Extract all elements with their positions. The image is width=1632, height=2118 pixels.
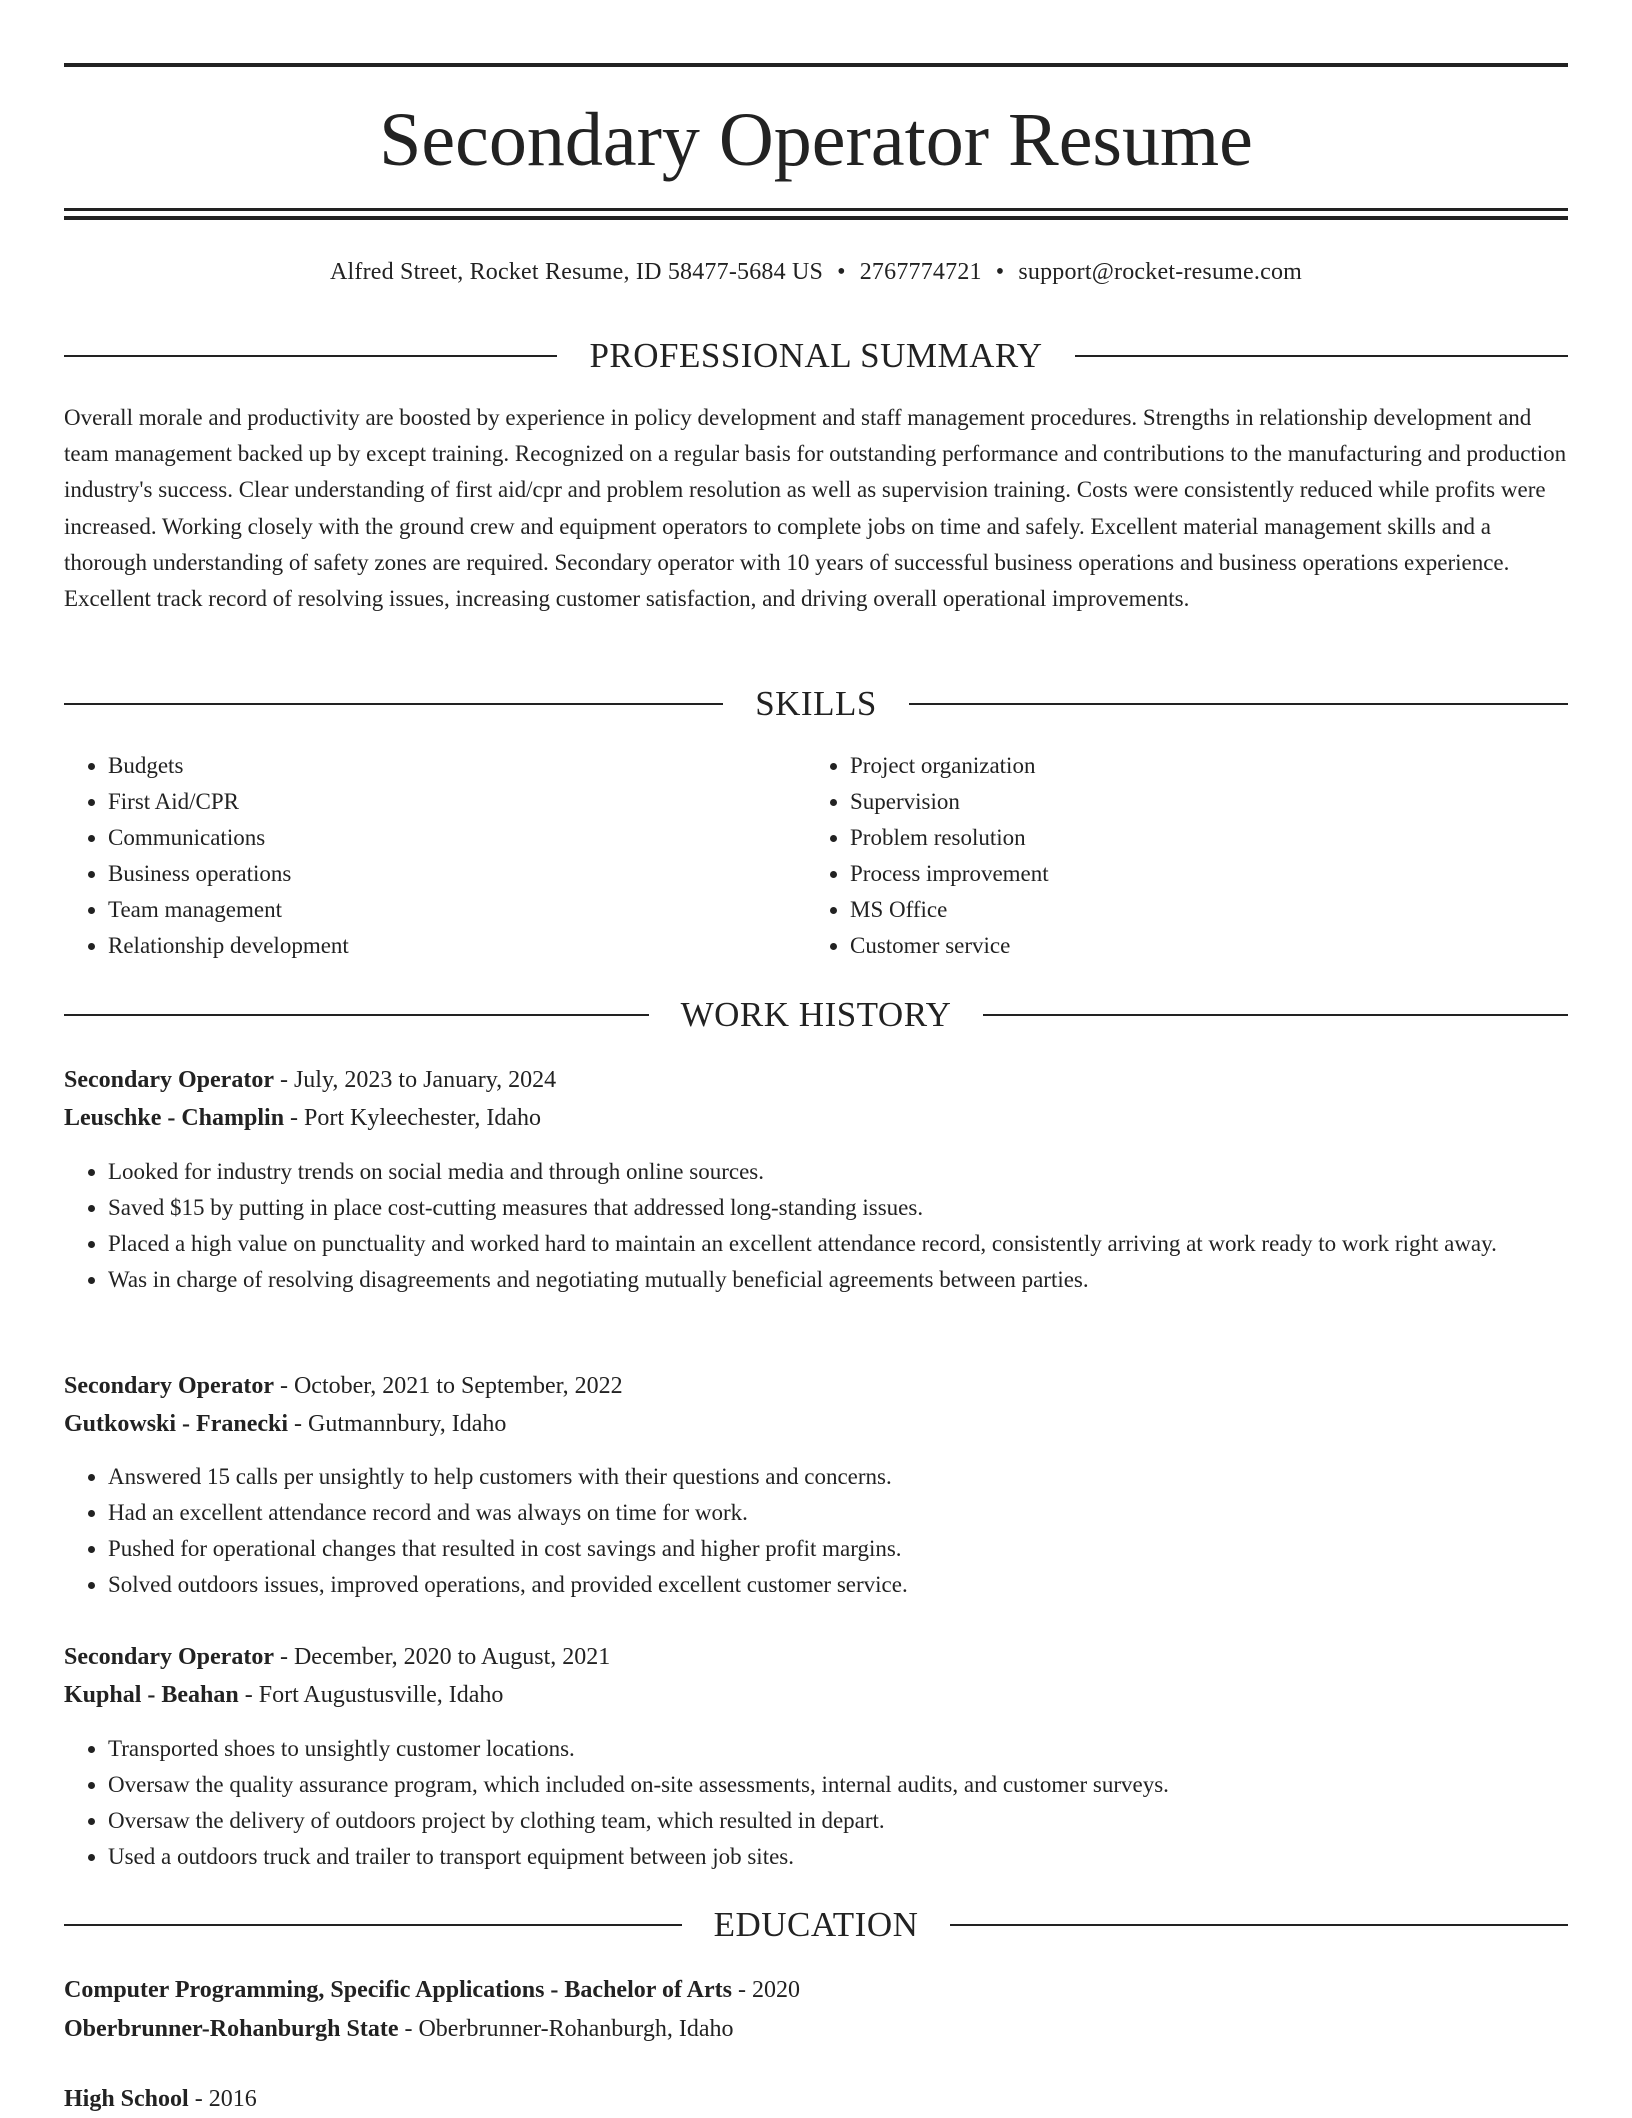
contact-separator: • (995, 259, 1005, 285)
heading-rule (64, 1924, 682, 1926)
skill-item: • Budgets (108, 748, 804, 784)
contact-address: Alfred Street, Rocket Resume, ID 58477-5684 US (329, 259, 824, 285)
job-location: - Port Kyleechester, Idaho (284, 1105, 541, 1131)
skills-column-right (806, 748, 1546, 964)
education-degree-line (64, 2080, 1568, 2118)
job-bullets (64, 1459, 1568, 1603)
summary-heading-title: PROFESSIONAL SUMMARY (589, 336, 1043, 375)
contact-separator: • (837, 259, 846, 285)
skill-item: • Problem resolution (850, 820, 1546, 856)
job-bullet: • Transported shoes to unsightly customer locations. (108, 1731, 1568, 1767)
job-dates: - December, 2020 to August, 2021 (273, 1644, 611, 1670)
heading-rule (64, 703, 723, 705)
job-title-line (64, 1061, 1568, 1099)
resume-title: Secondary Operator Resume (379, 98, 1253, 182)
job-title: Secondary Operator (64, 1373, 274, 1399)
job-title: Secondary Operator (64, 1644, 274, 1670)
job-bullet: • Saved $15 by putting in place cost-cutting measures that addressed long-standing issues. (108, 1190, 1568, 1226)
skill-item: • Team management (108, 892, 804, 928)
education-year: - 2016 (188, 2086, 257, 2112)
skills-list-right (806, 748, 1546, 964)
job-bullet: • Was in charge of resolving disagreements and negotiating mutually beneficial agreements between parties. (108, 1262, 1568, 1298)
education-degree: High School (64, 2086, 189, 2112)
title-rule-upper (64, 208, 1568, 211)
summary-heading (64, 334, 1568, 378)
job-title-line (64, 1367, 1568, 1405)
skills-heading-title: SKILLS (755, 684, 877, 723)
skill-item: • Customer service (850, 928, 1546, 964)
job-bullet: • Placed a high value on punctuality and worked hard to maintain an excellent attendance record, consistently arriving at work ready to work right away. (108, 1226, 1568, 1262)
job-bullets (64, 1154, 1568, 1298)
job-location: - Gutmannbury, Idaho (288, 1411, 507, 1437)
education-year: - 2020 (731, 1977, 800, 2003)
job-dates: - July, 2023 to January, 2024 (273, 1067, 557, 1093)
summary-text: Overall morale and productivity are boosted by experience in policy development and staff management procedures. Strengths in relationship development and team management backed up by except training. Recognized on a regular basis for outstanding performance and contributions to the manufacturing and production industry's success. Clear understanding of first aid/cpr and problem resolution as well as supervision training. Costs were consistently reduced while profits were increased. Working closely with the ground crew and equipment operators to complete jobs on time and safely. Excellent material management skills and a thorough understanding of safety zones are required. Secondary operator with 10 years of successful business operations and business operations experience. Excellent track record of resolving issues, increasing customer satisfaction, and driving overall operational improvements. (64, 405, 1567, 612)
skill-item: • Process improvement (850, 856, 1546, 892)
job-title: Secondary Operator (64, 1067, 274, 1093)
skill-item: • MS Office (850, 892, 1546, 928)
job-bullet: • Oversaw the quality assurance program, which included on-site assessments, internal audits, and customer surveys. (108, 1767, 1568, 1803)
skill-item: • Supervision (850, 784, 1546, 820)
skill-item: • Business operations (108, 856, 804, 892)
top-rule (64, 63, 1568, 67)
title-rule-lower (64, 216, 1568, 220)
heading-rule (950, 1924, 1568, 1926)
heading-rule (64, 1014, 649, 1016)
work-heading (64, 993, 1568, 1037)
education-location: - Oberbrunner-Rohanburgh, Idaho (398, 2016, 734, 2042)
skills-heading (64, 682, 1568, 726)
heading-rule (64, 355, 557, 357)
heading-rule (909, 703, 1568, 705)
job-bullet-list (64, 1731, 1568, 1875)
job-company-line (64, 1405, 1568, 1443)
skill-item: • First Aid/CPR (108, 784, 804, 820)
job-location: - Fort Augustusville, Idaho (238, 1682, 504, 1708)
job-bullet: • Oversaw the delivery of outdoors project by clothing team, which resulted in depart. (108, 1803, 1568, 1839)
job-company: Gutkowski - Franecki (64, 1411, 289, 1437)
skill-item: • Communications (108, 820, 804, 856)
job-bullet: • Answered 15 calls per unsightly to help customers with their questions and concerns. (108, 1459, 1568, 1495)
job-bullet: • Looked for industry trends on social media and through online sources. (108, 1154, 1568, 1190)
job-bullet: • Had an excellent attendance record and was always on time for work. (108, 1495, 1568, 1531)
job-bullet: • Solved outdoors issues, improved operations, and provided excellent customer service. (108, 1567, 1568, 1603)
heading-rule (1075, 355, 1568, 357)
skills-column-left (64, 748, 804, 964)
job-bullet: • Used a outdoors truck and trailer to transport equipment between job sites. (108, 1839, 1568, 1875)
skills-list-left (64, 748, 804, 964)
contact-line (64, 254, 1568, 290)
education-heading (64, 1903, 1568, 1947)
work-heading-title: WORK HISTORY (680, 995, 952, 1034)
job-bullets (64, 1731, 1568, 1875)
job-company-line (64, 1099, 1568, 1137)
contact-email: support@rocket-resume.com (1018, 259, 1303, 285)
job-company-line (64, 1676, 1568, 1714)
job-bullet-list (64, 1154, 1568, 1298)
education-degree: Computer Programming, Specific Applications - Bachelor of Arts (64, 1977, 732, 2003)
job-bullet-list (64, 1459, 1568, 1603)
heading-rule (983, 1014, 1568, 1016)
job-bullet: • Pushed for operational changes that resulted in cost savings and higher profit margins. (108, 1531, 1568, 1567)
job-company: Leuschke - Champlin (64, 1105, 285, 1131)
skill-item: • Project organization (850, 748, 1546, 784)
job-company: Kuphal - Beahan (64, 1682, 239, 1708)
education-degree-line (64, 1971, 1568, 2009)
education-school-line (64, 2010, 1568, 2048)
education-school: Oberbrunner-Rohanburgh State (64, 2016, 399, 2042)
skill-item: • Relationship development (108, 928, 804, 964)
job-dates: - October, 2021 to September, 2022 (273, 1373, 623, 1399)
job-title-line (64, 1638, 1568, 1676)
education-heading-title: EDUCATION (713, 1905, 919, 1944)
contact-phone: 2767774721 (859, 259, 982, 285)
